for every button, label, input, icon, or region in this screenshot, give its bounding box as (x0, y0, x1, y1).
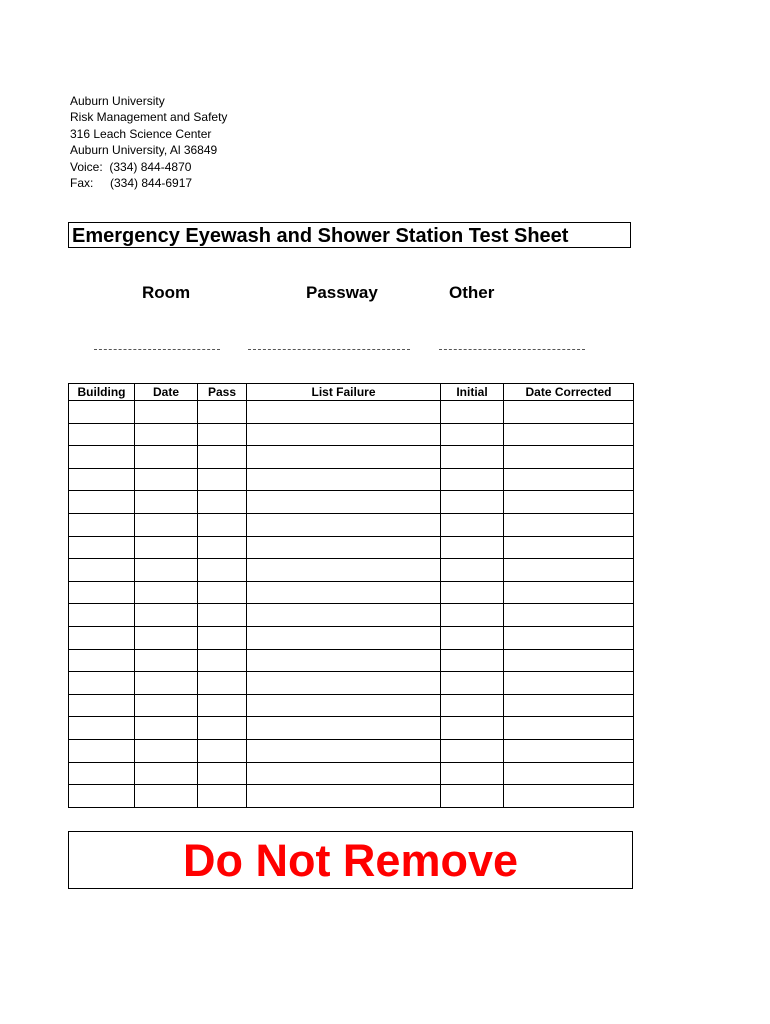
cell-date-corrected[interactable] (504, 762, 634, 785)
cell-pass[interactable] (198, 491, 247, 514)
cell-list-failure[interactable] (247, 694, 441, 717)
cell-date-corrected[interactable] (504, 604, 634, 627)
table-row (69, 446, 634, 469)
cell-building[interactable] (69, 672, 135, 695)
address-line-city: Auburn University, Al 36849 (70, 143, 218, 158)
cell-pass[interactable] (198, 785, 247, 808)
passway-blank-line[interactable] (248, 349, 410, 350)
cell-building[interactable] (69, 604, 135, 627)
address-line-fax: Fax: (334) 844-6917 (70, 176, 193, 191)
cell-building[interactable] (69, 559, 135, 582)
table-row (69, 626, 634, 649)
cell-date-corrected[interactable] (504, 717, 634, 740)
table-row (69, 468, 634, 491)
cell-pass[interactable] (198, 626, 247, 649)
table-row (69, 513, 634, 536)
cell-initial[interactable] (441, 626, 504, 649)
cell-list-failure[interactable] (247, 401, 441, 424)
cell-pass[interactable] (198, 717, 247, 740)
cell-date[interactable] (135, 672, 198, 695)
other-blank-line[interactable] (439, 349, 585, 350)
cell-date-corrected[interactable] (504, 468, 634, 491)
other-label: Other (449, 283, 495, 302)
title-box (68, 222, 631, 248)
cell-initial[interactable] (441, 649, 504, 672)
cell-date[interactable] (135, 401, 198, 424)
do-not-remove-text: Do Not Remove (182, 835, 519, 886)
table-row (69, 785, 634, 808)
cell-date-corrected[interactable] (504, 513, 634, 536)
cell-date[interactable] (135, 626, 198, 649)
room-blank-line[interactable] (94, 349, 220, 350)
table-row (69, 717, 634, 740)
cell-date-corrected[interactable] (504, 559, 634, 582)
cell-pass[interactable] (198, 401, 247, 424)
cell-pass[interactable] (198, 513, 247, 536)
cell-initial[interactable] (441, 536, 504, 559)
cell-pass[interactable] (198, 649, 247, 672)
header-date: Date (135, 384, 198, 401)
table-row (69, 491, 634, 514)
cell-initial[interactable] (441, 739, 504, 762)
cell-date[interactable] (135, 491, 198, 514)
cell-initial[interactable] (441, 491, 504, 514)
cell-date-corrected[interactable] (504, 581, 634, 604)
cell-pass[interactable] (198, 672, 247, 695)
cell-building[interactable] (69, 626, 135, 649)
address-line-org: Auburn University (70, 94, 165, 108)
cell-initial[interactable] (441, 468, 504, 491)
cell-date[interactable] (135, 694, 198, 717)
cell-date[interactable] (135, 762, 198, 785)
cell-date[interactable] (135, 559, 198, 582)
cell-list-failure[interactable] (247, 446, 441, 469)
cell-initial[interactable] (441, 694, 504, 717)
table-row (69, 559, 634, 582)
cell-date[interactable] (135, 739, 198, 762)
cell-date-corrected[interactable] (504, 649, 634, 672)
cell-list-failure[interactable] (247, 491, 441, 514)
cell-building[interactable] (69, 785, 135, 808)
cell-initial[interactable] (441, 446, 504, 469)
cell-building[interactable] (69, 739, 135, 762)
cell-list-failure[interactable] (247, 626, 441, 649)
cell-date[interactable] (135, 785, 198, 808)
cell-list-failure[interactable] (247, 739, 441, 762)
cell-building[interactable] (69, 762, 135, 785)
cell-list-failure[interactable] (247, 513, 441, 536)
room-label: Room (142, 283, 191, 302)
cell-initial[interactable] (441, 423, 504, 446)
table-body (69, 401, 634, 808)
cell-date-corrected[interactable] (504, 739, 634, 762)
table-row (69, 649, 634, 672)
cell-pass[interactable] (198, 423, 247, 446)
cell-list-failure[interactable] (247, 649, 441, 672)
passway-label: Passway (306, 283, 378, 302)
cell-initial[interactable] (441, 581, 504, 604)
cell-list-failure[interactable] (247, 536, 441, 559)
header-building: Building (69, 384, 135, 401)
cell-pass[interactable] (198, 581, 247, 604)
cell-date[interactable] (135, 446, 198, 469)
cell-building[interactable] (69, 446, 135, 469)
cell-list-failure[interactable] (247, 785, 441, 808)
cell-list-failure[interactable] (247, 423, 441, 446)
cell-initial[interactable] (441, 559, 504, 582)
cell-date-corrected[interactable] (504, 491, 634, 514)
cell-list-failure[interactable] (247, 468, 441, 491)
address-line-building: 316 Leach Science Center (70, 126, 212, 141)
cell-initial[interactable] (441, 762, 504, 785)
cell-building[interactable] (69, 649, 135, 672)
cell-list-failure[interactable] (247, 604, 441, 627)
cell-list-failure[interactable] (247, 717, 441, 740)
cell-building[interactable] (69, 468, 135, 491)
document-title: Emergency Eyewash and Shower Station Test Sheet (72, 225, 569, 247)
table-row (69, 581, 634, 604)
cell-date[interactable] (135, 604, 198, 627)
cell-pass[interactable] (198, 604, 247, 627)
cell-list-failure[interactable] (247, 559, 441, 582)
cell-initial[interactable] (441, 604, 504, 627)
cell-building[interactable] (69, 491, 135, 514)
table-row (69, 536, 634, 559)
cell-pass[interactable] (198, 739, 247, 762)
cell-date-corrected[interactable] (504, 626, 634, 649)
header-initial: Initial (441, 384, 504, 401)
cell-date-corrected[interactable] (504, 785, 634, 808)
address-line-voice: Voice: (334) 844-4870 (70, 159, 192, 174)
address-block (70, 93, 227, 191)
table-row (69, 762, 634, 785)
cell-building[interactable] (69, 423, 135, 446)
cell-date-corrected[interactable] (504, 536, 634, 559)
test-log-table (68, 383, 634, 808)
cell-building[interactable] (69, 401, 135, 424)
cell-initial[interactable] (441, 401, 504, 424)
cell-building[interactable] (69, 694, 135, 717)
table-header-row (69, 384, 634, 401)
cell-list-failure[interactable] (247, 581, 441, 604)
cell-date[interactable] (135, 513, 198, 536)
cell-list-failure[interactable] (247, 672, 441, 695)
cell-pass[interactable] (198, 446, 247, 469)
cell-pass[interactable] (198, 559, 247, 582)
table-row (69, 739, 634, 762)
cell-initial[interactable] (441, 513, 504, 536)
cell-pass[interactable] (198, 762, 247, 785)
cell-initial[interactable] (441, 672, 504, 695)
cell-date-corrected[interactable] (504, 694, 634, 717)
cell-pass[interactable] (198, 536, 247, 559)
cell-building[interactable] (69, 581, 135, 604)
do-not-remove-banner (68, 831, 633, 889)
cell-pass[interactable] (198, 468, 247, 491)
cell-list-failure[interactable] (247, 762, 441, 785)
table-row (69, 401, 634, 424)
cell-initial[interactable] (441, 785, 504, 808)
cell-building[interactable] (69, 513, 135, 536)
table-row (69, 423, 634, 446)
table-row (69, 672, 634, 695)
table-row (69, 604, 634, 627)
cell-date-corrected[interactable] (504, 423, 634, 446)
cell-initial[interactable] (441, 717, 504, 740)
address-line-dept: Risk Management and Safety (70, 110, 228, 125)
cell-date[interactable] (135, 581, 198, 604)
header-date-corrected: Date Corrected (504, 384, 634, 401)
header-pass: Pass (198, 384, 247, 401)
cell-pass[interactable] (198, 694, 247, 717)
table-row (69, 694, 634, 717)
cell-date-corrected[interactable] (504, 672, 634, 695)
cell-date[interactable] (135, 468, 198, 491)
cell-date[interactable] (135, 649, 198, 672)
header-list-failure: List Failure (247, 384, 441, 401)
cell-date[interactable] (135, 717, 198, 740)
cell-date[interactable] (135, 536, 198, 559)
cell-building[interactable] (69, 536, 135, 559)
cell-date-corrected[interactable] (504, 446, 634, 469)
cell-building[interactable] (69, 717, 135, 740)
cell-date-corrected[interactable] (504, 401, 634, 424)
cell-date[interactable] (135, 423, 198, 446)
